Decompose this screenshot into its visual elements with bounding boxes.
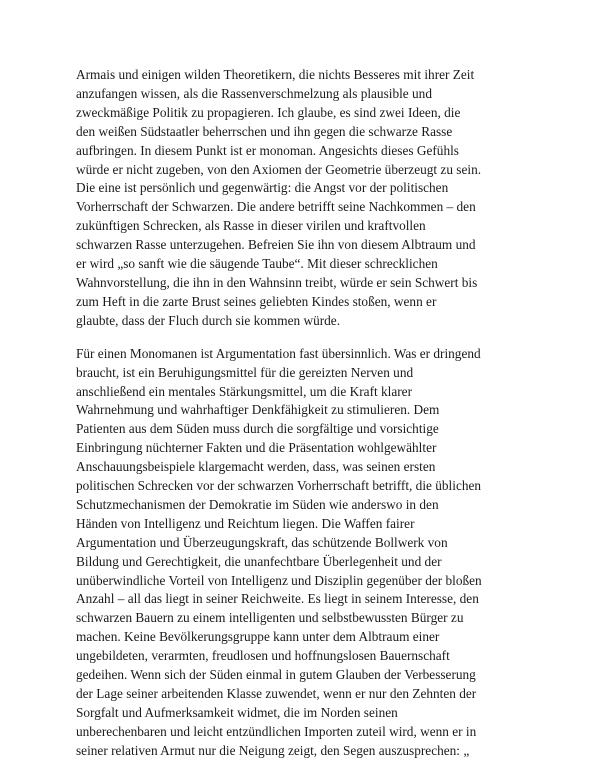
text-line: Die eine ist persönlich und gegenwärtig: die Angst vor der politischen (76, 180, 449, 196)
text-line: Einbringung nüchterner Fakten und die Präsentation wohlgewählter (76, 440, 437, 456)
text-line: der Lage seiner arbeitenden Klasse zuwendet, wenn er nur den Zehnten der (76, 686, 477, 701)
text-line: ungebildeten, verarmten, freudlosen und hoffnungslosen Bauernschaft (76, 648, 450, 664)
text-line: unberechenbaren und leicht entzündlichen Importen zuteil wird, wenn er in (76, 723, 477, 739)
text-line: machen. Keine Bevölkerungsgruppe kann unter dem Albtraum einer (76, 629, 440, 645)
text-line: Händen von Intelligenz und Reichtum liegen. Die Waffen fairer (76, 515, 415, 531)
text-line: glaubte, dass der Fluch durch sie kommen würde. (76, 312, 341, 328)
text-line: Für einen Monomanen ist Argumentation fast übersinnlich. Was er dringend (76, 345, 481, 361)
text-line: er wird „so sanft wie die säugende Taube“. Mit dieser schrecklichen (76, 256, 438, 272)
text-line: Anschauungsbeispiele klargemacht werden, dass, was seinen ersten (76, 459, 436, 475)
text-line: unüberwindliche Vorteil von Intelligenz und Disziplin gegenüber der bloßen (76, 572, 482, 588)
text-line: braucht, ist ein Beruhigungsmittel für die gereizten Nerven und (76, 364, 414, 380)
text-line: Patienten aus dem Süden muss durch die sorgfältige und vorsichtige (76, 421, 439, 437)
text-line: Bildung und Gerechtigkeit, die unanfechtbare Überlegenheit und der (76, 553, 442, 569)
text-line: Wahnvorstellung, die ihn in den Wahnsinn treibt, würde er sein Schwert bis (76, 274, 478, 290)
text-line: seiner relativen Armut nur die Neigung zeigt, den Segen auszusprechen: „ (76, 742, 470, 758)
text-line: aufbringen. In diesem Punkt ist er monoman. Angesichts dieses Gefühls (76, 142, 459, 158)
paragraph-1 (76, 66, 536, 331)
text-line: Sorgfalt und Aufmerksamkeit widmet, die im Norden seinen (76, 704, 398, 720)
text-line: Argumentation und Überzeugungskraft, das schützende Bollwerk von (76, 534, 448, 550)
text-line: anzufangen wissen, als die Rassenverschmelzung als plausible und (76, 85, 432, 101)
text-line: Anzahl – all das liegt in seiner Reichweite. Es liegt in seinem Interesse, den (76, 591, 479, 607)
text-line: zum Heft in die zarte Brust seines geliebten Kindes stoßen, wenn er (76, 293, 437, 309)
text-line: schwarzen Rasse unterzugehen. Befreien Sie ihn von diesem Albtraum und (76, 237, 476, 253)
text-line: schwarzen Bauern zu einem intelligenten und selbstbewussten Bürger zu (76, 610, 464, 626)
text-line: Wahrnehmung und wahrhaftiger Denkfähigkeit zu stimulieren. Dem (76, 402, 440, 418)
text-line: Armais und einigen wilden Theoretikern, die nichts Besseres mit ihrer Zeit (76, 67, 475, 82)
text-line: den weißen Südstaatler beherrschen und ihn gegen die schwarze Rasse (76, 123, 453, 139)
paragraph-2 (76, 345, 536, 761)
text-line: zweckmäßige Politik zu propagieren. Ich glaube, es sind zwei Ideen, die (76, 104, 461, 120)
document-page (76, 66, 536, 761)
text-line: gedeihen. Wenn sich der Süden einmal in gutem Glauben der Verbesserung (76, 667, 476, 683)
text-line: zukünftigen Schrecken, als Rasse in dieser virilen und kraftvollen (76, 218, 426, 234)
text-line: politischen Schrecken vor der schwarzen Vorherrschaft betrifft, die üblichen (76, 478, 482, 494)
text-line: Schutzmechanismen der Demokratie im Süden wie anderswo in den (76, 496, 439, 512)
text-line: würde er nicht zugeben, von den Axiomen der Geometrie überzeugt zu sein. (76, 161, 482, 177)
text-line: anschließend ein mentales Stärkungsmittel, um die Kraft klarer (76, 383, 413, 399)
text-line: Vorherrschaft der Schwarzen. Die andere betrifft seine Nachkommen – den (76, 199, 476, 215)
